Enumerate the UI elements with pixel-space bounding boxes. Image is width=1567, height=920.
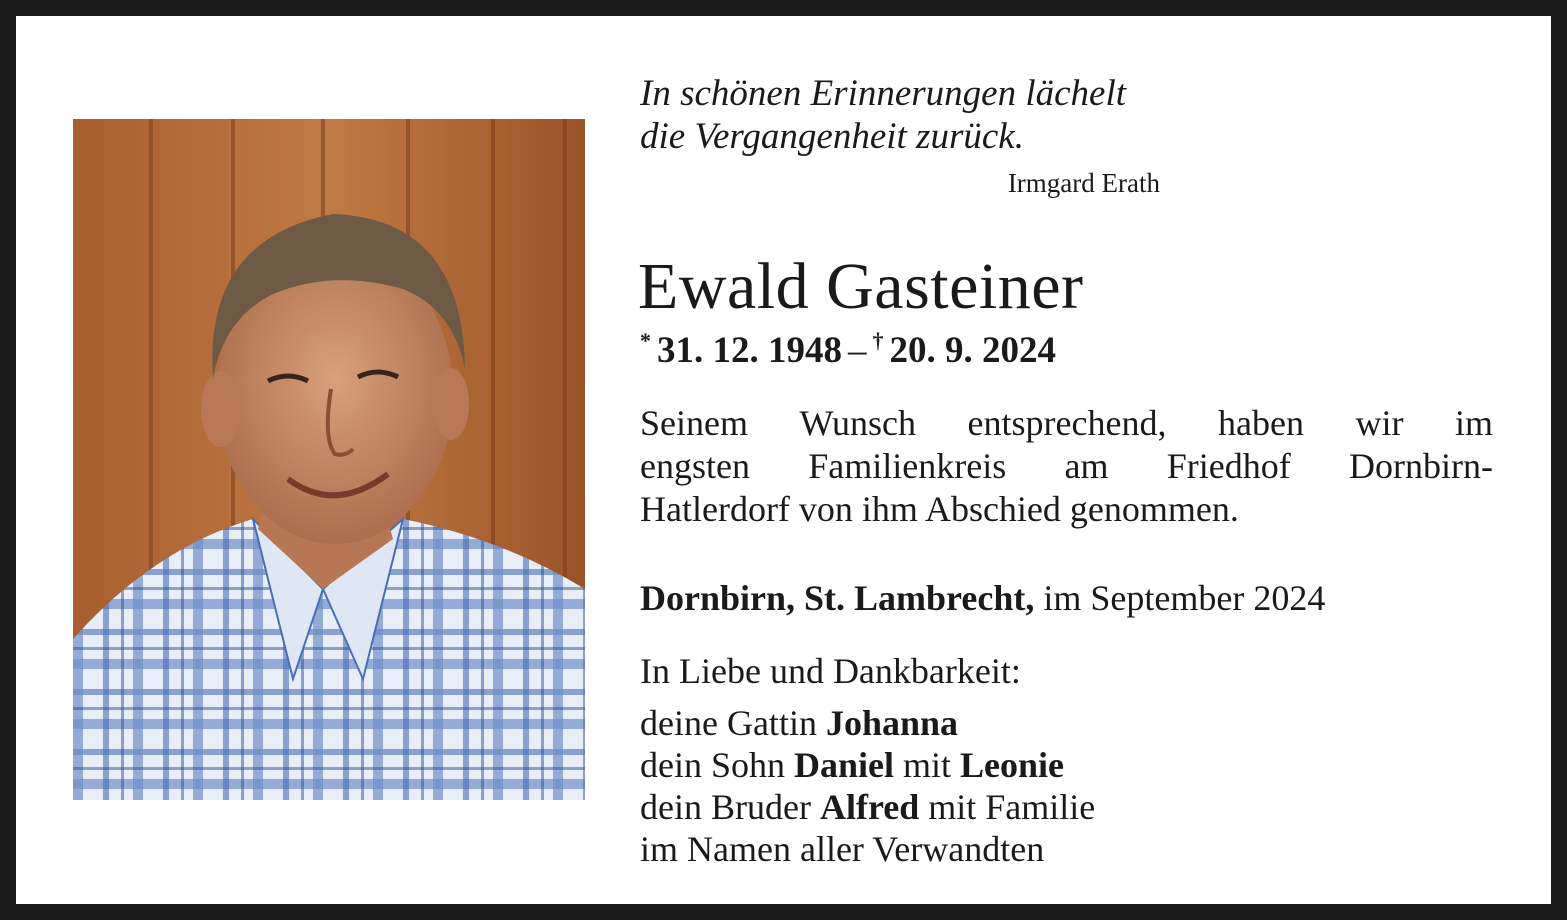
family-suffix: mit Familie [928,787,1096,827]
announcement-line-2 [640,445,1493,488]
announcement-word: am [1064,446,1109,486]
family-member-name: Alfred [819,787,920,827]
date-separator: – [848,330,867,371]
deceased-name: Ewald Gasteiner [638,250,1084,323]
announcement-word: im [1454,403,1493,443]
quote-line-1: In schönen Erinnerungen lächelt [640,73,1127,114]
family-relation: dein Sohn [640,745,786,785]
announcement-word: Dornbirn- [1349,446,1493,486]
memorial-quote [640,72,1180,158]
announcement-word: engsten [640,446,750,486]
place-and-date [640,576,1325,620]
announcement-text [640,402,1493,531]
portrait-photo [73,119,585,800]
announcement-word: Seinem [640,403,748,443]
family-list [640,702,1095,870]
family-member-name: Johanna [825,703,959,743]
family-relation: im Namen aller Verwandten [640,829,1045,869]
announcement-word: Wunsch [799,403,917,443]
quote-author: Irmgard Erath [1007,168,1160,198]
announcement-word: haben [1217,403,1304,443]
family-member-row [640,828,1095,870]
family-relation: dein Bruder [640,787,811,827]
family-member-row [640,744,1095,786]
announcement-word: entsprechend, [967,403,1167,443]
family-member-row [640,786,1095,828]
announcement-line-3: Hatlerdorf von ihm Abschied genommen. [640,489,1239,529]
family-member-row [640,702,1095,744]
announcement-word: Friedhof [1166,446,1291,486]
birth-symbol: * [640,328,651,353]
thanks-heading: In Liebe und Dankbarkeit: [640,651,1021,691]
life-dates [640,328,1056,374]
family-member-name: Daniel [794,745,895,785]
announcement-word: Familienkreis [808,446,1007,486]
family-connector: mit [903,745,952,785]
family-relation: deine Gattin [640,703,817,743]
death-date: 20. 9. 2024 [889,330,1056,371]
death-symbol: † [872,328,884,353]
place-date: im September 2024 [1043,578,1326,618]
birth-date: 31. 12. 1948 [657,330,842,371]
portrait-illustration [73,119,585,800]
place-location: Dornbirn, St. Lambrecht, [640,578,1035,618]
announcement-word: wir [1355,403,1404,443]
family-partner-name: Leonie [960,745,1065,785]
quote-line-2: die Vergangenheit zurück. [640,116,1024,157]
announcement-line-1 [640,402,1493,445]
